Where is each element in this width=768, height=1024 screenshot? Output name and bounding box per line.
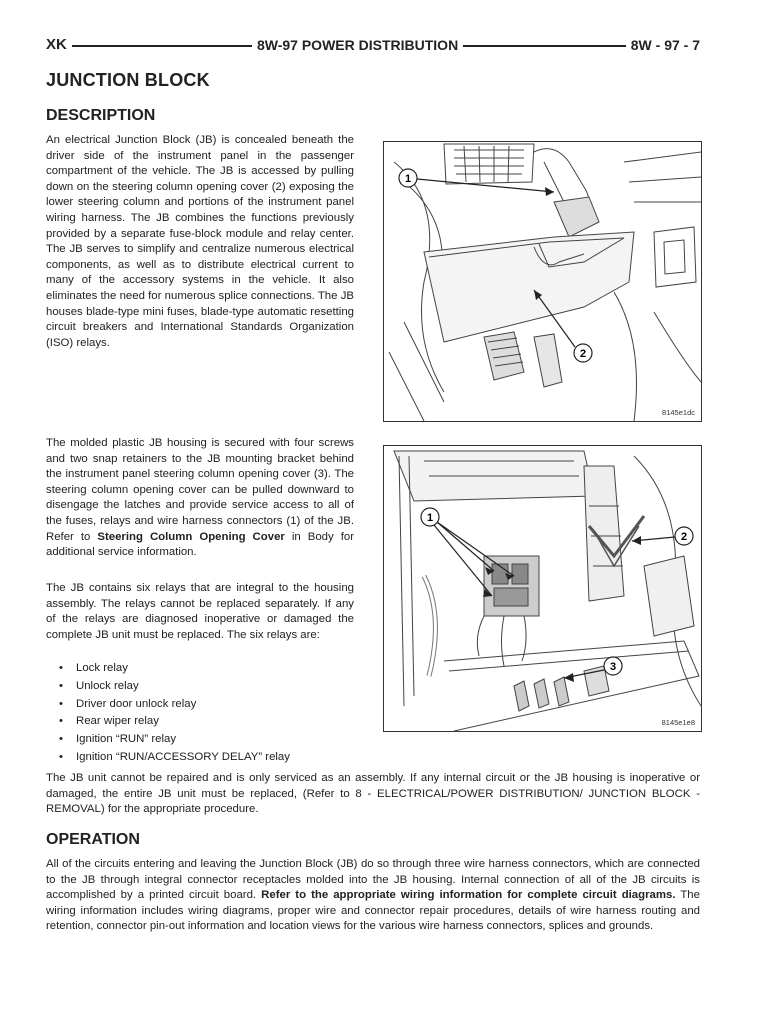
wiring-reference: Refer to the appropriate wiring information for complete circuit diagrams. (261, 889, 676, 902)
header-section: 8W-97 POWER DISTRIBUTION (252, 36, 463, 54)
operation-text-a: All of the circuits entering and leaving the Junction Block (JB) do so through three wire harness connectors, which are connected to the JB through integral connector receptacles molded into the JB housing. Internal connection of all of the JB circuits is accomplished by a printed circuit board. (46, 858, 700, 902)
callout-2-label: 2 (579, 348, 587, 360)
figure-instrument-panel-cover (383, 141, 702, 422)
list-item: • Lock relay (58, 660, 290, 678)
description-paragraph-4: The JB unit cannot be repaired and is only serviced as an assembly. If any internal circuit or the JB housing is inoperative or damaged, the entire JB unit must be replaced, (Refer to 8 - ELECTRICAL/POWER DISTRIBUTION/ JUNCTION BLOCK - REMOVAL) for the appropriate procedure. (46, 772, 700, 816)
instrument-panel-illustration (384, 142, 701, 421)
header-model: XK (46, 36, 72, 54)
para2-text-b: in Body for additional service information. (46, 530, 354, 559)
figure-code: 8145e1dc (662, 408, 695, 417)
page-header (46, 36, 700, 56)
description-paragraph-3: The JB contains six relays that are integral to the housing assembly. The relays cannot be replaced separately. If any of the relays are diagnosed inoperative or damaged the complete JB unit must be replaced. The six relays are: (46, 582, 354, 641)
list-item: • Rear wiper relay (58, 713, 290, 731)
operation-heading: OPERATION (46, 831, 140, 848)
figure-junction-block-location (383, 445, 702, 732)
page-title: JUNCTION BLOCK (46, 70, 210, 90)
description-heading: DESCRIPTION (46, 107, 156, 124)
callout-1-label: 1 (404, 173, 412, 185)
operation-paragraph (46, 857, 700, 935)
list-item: • Ignition “RUN” relay (58, 731, 290, 749)
steering-cover-reference: Steering Column Opening Cover (97, 530, 285, 543)
para2-text-a: The molded plastic JB housing is secured with four screws and two snap retainers to the JB mounting bracket behind the instrument panel steering column opening cover (3). The steering column opening cover can be pulled downward to disengage the latches and provide service access to all of the fuses, relays and wire harness connectors (1) of the JB. Refer to (46, 437, 354, 543)
operation-text-b: The wiring information includes wiring diagrams, proper wire and connector repair procedures, details of wire harness routing and retention, connector pin-out information and location views for the various wire harness connectors, splices and grounds. (46, 889, 700, 933)
description-paragraph-2 (46, 436, 354, 561)
junction-block-illustration (384, 446, 701, 731)
header-page-number: 8W - 97 - 7 (626, 36, 700, 54)
list-item: • Unlock relay (58, 678, 290, 696)
callout-1-label: 1 (426, 512, 434, 524)
description-paragraph-1: An electrical Junction Block (JB) is concealed beneath the driver side of the instrument panel in the passenger compartment of the vehicle. The JB is accessed by pulling down on the steering column opening cover (2) exposing the lower steering column and portions of the instrument panel wiring harness. The JB combines the functions previously provided by a separate fuse-block module and relay center. The JB serves to simplify and centralize numerous electrical components, as well as to distribute electrical current to many of the accessory systems in the vehicle. It also eliminates the need for numerous splice connections. The JB houses blade-type mini fuses, blade-type automatic resetting circuit breakers and International Standards Organization (ISO) relays. (46, 134, 354, 349)
callout-2-label: 2 (680, 531, 688, 543)
list-item: • Driver door unlock relay (58, 696, 290, 714)
figure-code: 8145e1e8 (661, 718, 695, 727)
relay-list (58, 660, 290, 767)
callout-3-label: 3 (609, 661, 617, 673)
list-item: • Ignition “RUN/ACCESSORY DELAY” relay (58, 749, 290, 767)
